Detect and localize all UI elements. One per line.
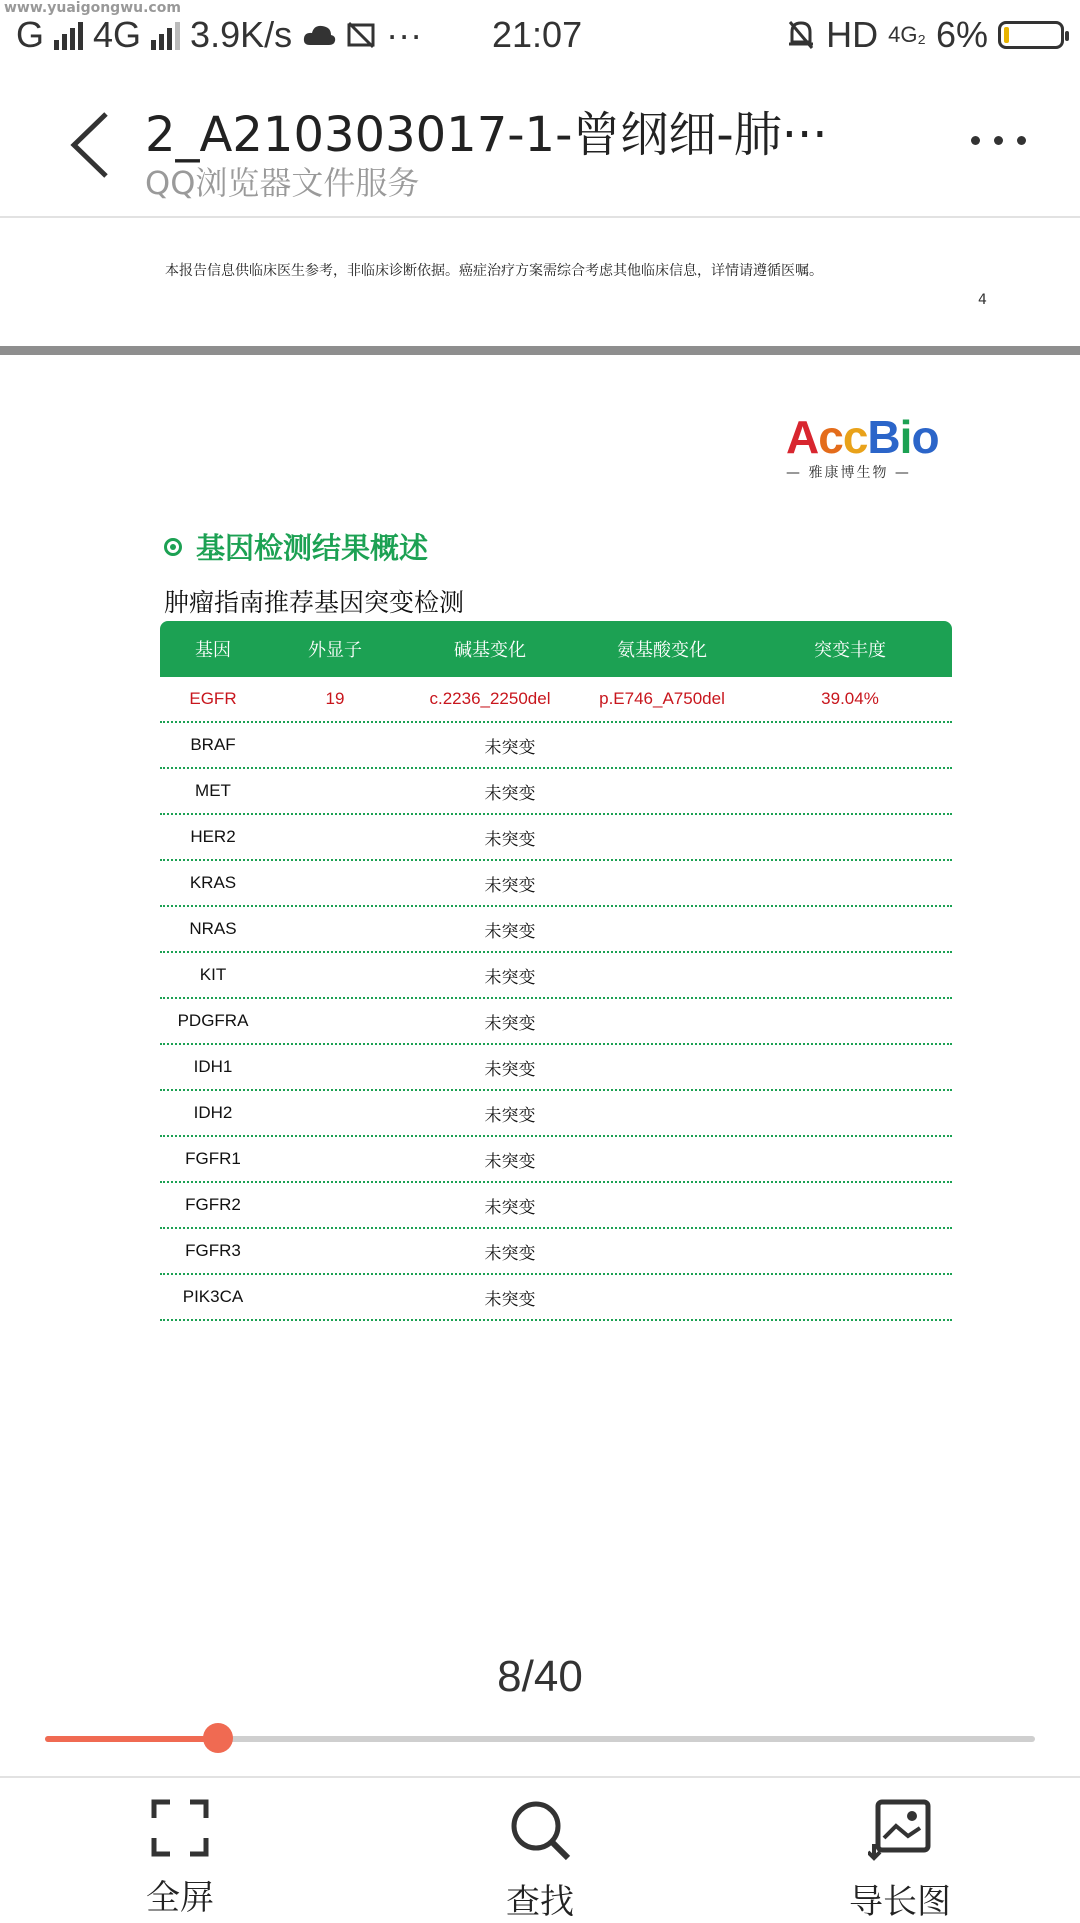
long-image-icon — [868, 1798, 932, 1862]
table-row — [160, 723, 952, 769]
col-gene: 基因 — [195, 640, 231, 661]
page-number: 4 — [978, 292, 987, 308]
export-label: 导长图 — [849, 1882, 951, 1922]
cell-base: c.2236_2250del — [429, 689, 551, 708]
cell-gene: PIK3CA — [182, 1287, 244, 1306]
section-title-text: 基因检测结果概述 — [196, 531, 429, 565]
col-exon: 外显子 — [308, 640, 362, 661]
cell-status: 未突变 — [484, 1289, 536, 1310]
table-row — [160, 1045, 952, 1091]
previous-page-footer — [0, 218, 1080, 346]
chevron-left-icon[interactable] — [66, 110, 126, 180]
more-status-icon: ··· — [386, 14, 423, 55]
cell-gene: IDH1 — [193, 1057, 233, 1076]
cell-gene: NRAS — [189, 919, 237, 938]
table-row — [160, 815, 952, 861]
col-aa-change: 氨基酸变化 — [617, 640, 707, 661]
table-row — [160, 861, 952, 907]
signal-icon — [54, 20, 83, 50]
find-label: 查找 — [506, 1882, 574, 1922]
sub-title: 肿瘤指南推荐基因突变检测 — [164, 588, 465, 617]
cell-status: 未突变 — [484, 1105, 536, 1126]
fullscreen-label: 全屏 — [146, 1878, 214, 1918]
table-header — [160, 621, 952, 677]
table-row — [160, 1137, 952, 1183]
cell-aa: p.E746_A750del — [599, 689, 725, 708]
cell-gene: EGFR — [189, 689, 237, 708]
cell-status: 未突变 — [484, 875, 536, 896]
cell-gene: BRAF — [190, 735, 236, 754]
table-row — [160, 1275, 952, 1321]
cell-status: 未突变 — [484, 967, 536, 988]
cell-gene: FGFR2 — [185, 1195, 241, 1214]
status-bar — [0, 0, 1080, 74]
cell-gene: FGFR3 — [185, 1241, 241, 1260]
disclaimer-text: 本报告信息供临床医生参考，非临床诊断依据。癌症治疗方案需综合考虑其他临床信息，详情请遵循医嘱。 — [165, 263, 823, 279]
page-slider-thumb[interactable] — [203, 1723, 233, 1753]
battery-percent: 6% — [935, 14, 988, 55]
carrier-2: 4G — [93, 14, 142, 55]
search-icon — [508, 1798, 572, 1862]
fullscreen-button[interactable] — [100, 1798, 260, 1919]
table-row — [160, 1091, 952, 1137]
logo-subtitle: — 雅康博生物 — — [786, 465, 911, 481]
cell-gene: IDH2 — [193, 1103, 233, 1122]
table-row — [160, 1229, 952, 1275]
cell-status: 未突变 — [484, 783, 536, 804]
cell-exon: 19 — [325, 689, 345, 708]
cell-freq: 39.04% — [821, 689, 879, 708]
section-title — [164, 526, 428, 567]
sync-icon — [346, 20, 376, 50]
bottom-toolbar — [0, 1776, 1080, 1922]
cell-gene: FGFR1 — [185, 1149, 241, 1168]
fullscreen-icon — [150, 1798, 210, 1858]
table-row-egfr — [160, 677, 952, 723]
table-row — [160, 999, 952, 1045]
logo-text: AccBio — [786, 411, 939, 463]
watermark: www.yuaigongwu.com — [4, 0, 181, 16]
battery-icon — [998, 21, 1064, 49]
find-button[interactable] — [460, 1798, 620, 1923]
app-header — [0, 74, 1080, 218]
gene-table — [160, 621, 952, 1321]
document-source: QQ浏览器文件服务 — [145, 164, 420, 202]
page-slider-fill — [45, 1736, 218, 1742]
cell-gene: KRAS — [189, 873, 237, 892]
cell-gene: KIT — [199, 965, 227, 984]
radio-dot-icon — [164, 538, 182, 556]
table-row — [160, 953, 952, 999]
bell-muted-icon — [786, 18, 816, 52]
network-speed: 3.9K/s — [190, 14, 293, 55]
page-indicator: 8/40 — [497, 1652, 583, 1701]
clock: 21:07 — [492, 14, 583, 55]
cell-status: 未突变 — [484, 1013, 536, 1034]
col-base-change: 碱基变化 — [454, 640, 526, 661]
cell-status: 未突变 — [484, 1151, 536, 1172]
document-title: 2_A210303017-1-曾纲细-肺··· — [145, 107, 828, 163]
table-body — [160, 723, 952, 1321]
cell-status: 未突变 — [484, 1059, 536, 1080]
col-frequency: 突变丰度 — [814, 640, 886, 661]
more-horizontal-icon[interactable] — [971, 136, 1026, 145]
page-separator — [0, 346, 1080, 355]
table-row — [160, 769, 952, 815]
carrier-1: G — [16, 14, 45, 55]
cell-status: 未突变 — [484, 737, 536, 758]
signal-icon-2 — [151, 20, 180, 50]
cell-status: 未突变 — [484, 921, 536, 942]
table-row — [160, 1183, 952, 1229]
cell-gene: PDGFRA — [177, 1011, 249, 1030]
cloud-icon — [302, 21, 336, 49]
accbio-logo — [786, 411, 939, 484]
hd-label: HD — [826, 14, 879, 55]
cell-status: 未突变 — [484, 1197, 536, 1218]
network-type: 4G₂ — [888, 22, 926, 47]
cell-status: 未突变 — [484, 829, 536, 850]
export-long-image-button[interactable] — [820, 1798, 980, 1923]
cell-gene: MET — [195, 781, 231, 800]
cell-status: 未突变 — [484, 1243, 536, 1264]
table-row — [160, 907, 952, 953]
cell-gene: HER2 — [190, 827, 236, 846]
